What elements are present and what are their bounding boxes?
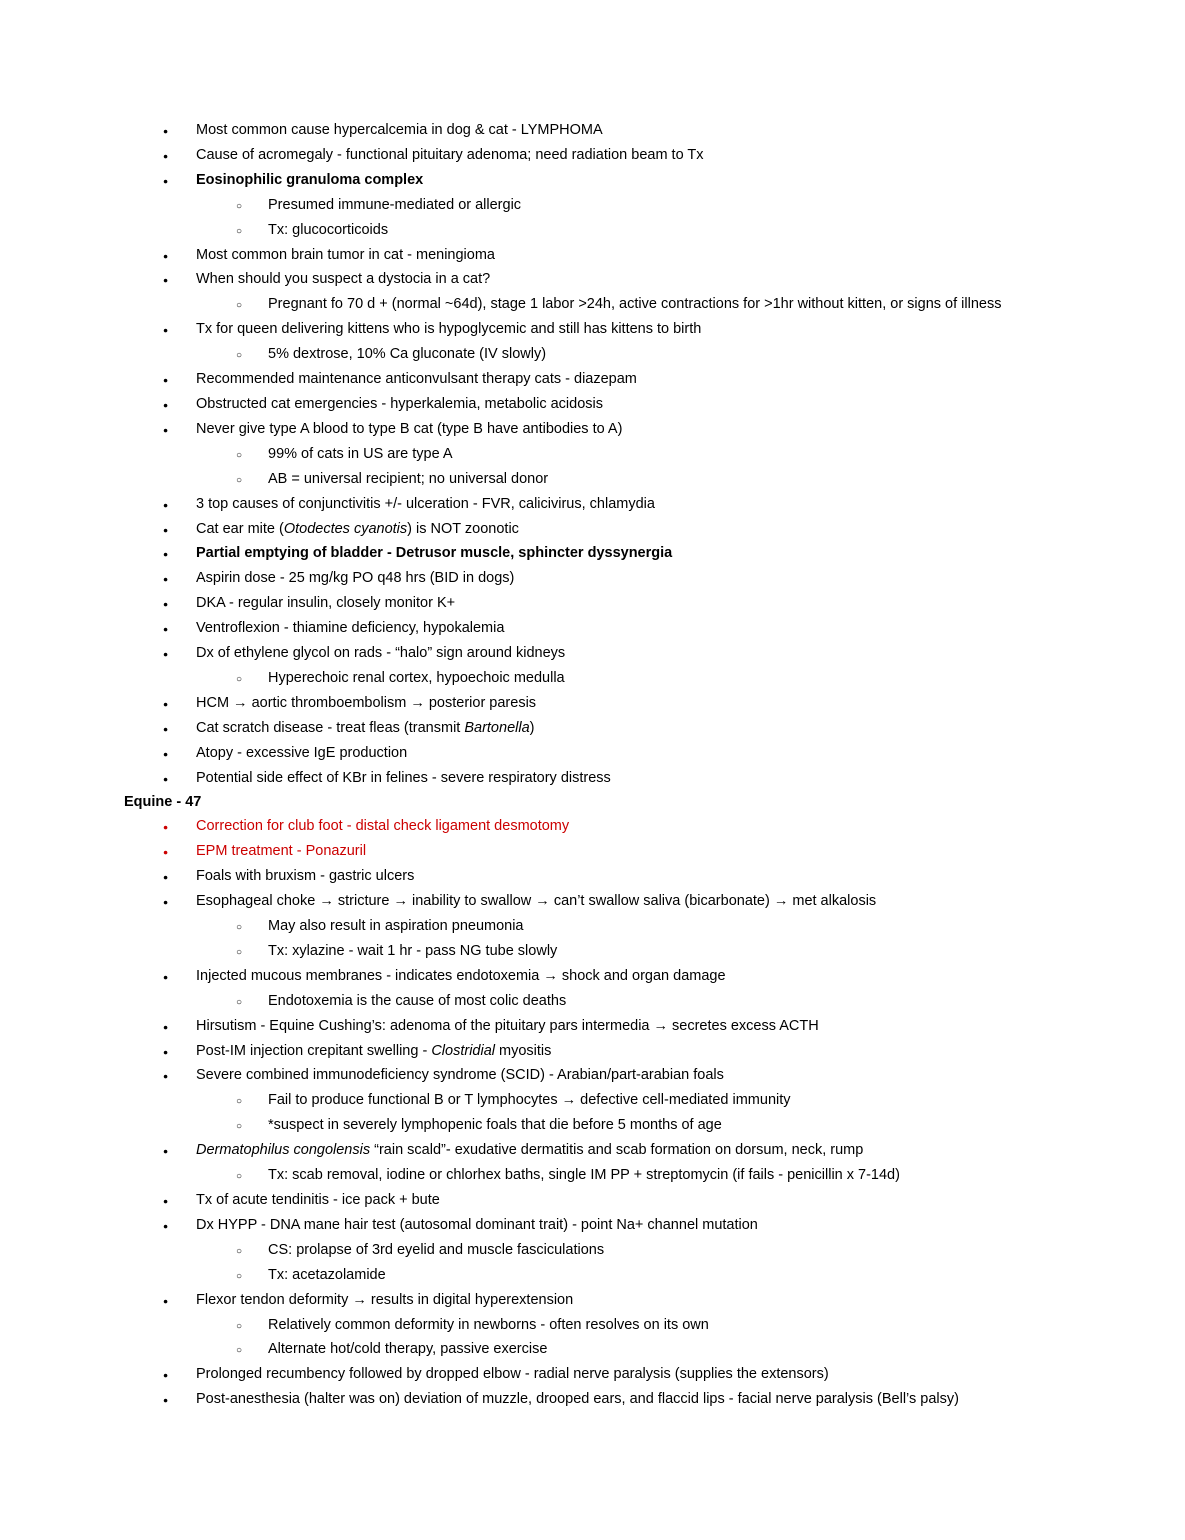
item-text [196,318,1078,342]
item-text [196,642,1078,666]
text-segment: 99% of cats in US are type A [268,445,453,462]
text-segment: Flexor tendon deformity → results in digital hyperextension [196,1291,574,1308]
item-text [196,1040,1078,1064]
item-text [268,1089,1078,1113]
text-segment: Never give type A blood to type B cat (type B have antibodies to A) [196,420,623,437]
bullet-disc-icon: ● [163,399,169,410]
item-text [196,1064,1078,1088]
bullet-disc-icon: ● [163,1295,169,1306]
text-segment: Dx of ethylene glycol on rads - “halo” sign around kidneys [196,645,566,662]
bullet-disc-icon: ● [163,1395,169,1406]
bullet-circle-icon: ○ [236,449,243,461]
bullet-disc-icon: ● [163,524,169,535]
list-item [124,1214,1078,1239]
item-text [196,1363,1078,1387]
item-text [196,144,1078,168]
bullet-circle-icon: ○ [236,225,243,237]
item-text [268,1114,1078,1138]
bullet-disc-icon: ● [163,574,169,585]
bullet-disc-icon: ● [163,375,169,386]
list-item [124,890,1078,915]
list-item [124,293,1078,318]
item-text [196,767,1078,791]
text-segment: Relatively common deformity in newborns - often resolves on its own [268,1316,709,1333]
document-body [124,119,1078,1413]
bullet-circle-icon: ○ [236,350,243,362]
bullet-disc-icon: ● [163,1071,169,1082]
list-item [124,1040,1078,1065]
list-item [124,268,1078,293]
item-text [268,915,1078,939]
text-segment: Bartonella [464,719,530,736]
list-item [124,692,1078,717]
bullet-disc-icon: ● [163,599,169,610]
bullet-disc-icon: ● [163,723,169,734]
text-segment: Tx: scab removal, iodine or chlorhex baths, single IM PP + streptomycin (if fails - penicillin x 7-14d) [268,1167,900,1184]
bullet-disc-icon: ● [163,822,169,833]
list-item [124,169,1078,194]
item-text [196,418,1078,442]
list-item [124,1114,1078,1139]
list-item [124,1089,1078,1114]
item-text [196,742,1078,766]
bullet-circle-icon: ○ [236,1245,243,1257]
text-segment: Fail to produce functional B or T lymphocytes → defective cell-mediated immunity [268,1092,791,1109]
bullet-circle-icon: ○ [236,1270,243,1282]
list-item [124,965,1078,990]
item-text [268,1338,1078,1362]
item-text [268,1164,1078,1188]
item-text [196,567,1078,591]
bullet-disc-icon: ● [163,748,169,759]
list-item [124,244,1078,269]
bullet-disc-icon: ● [163,1046,169,1057]
list-item [124,617,1078,642]
text-segment: Pregnant fo 70 d + (normal ~64d), stage 1 labor >24h, active contractions for >1hr without kitten, or signs of illness [268,296,1002,313]
item-text [196,840,1078,864]
bullet-disc-icon: ● [163,1220,169,1231]
list-item [124,1189,1078,1214]
list-item [124,840,1078,865]
item-text [196,617,1078,641]
text-segment: Recommended maintenance anticonvulsant therapy cats - diazepam [196,371,637,388]
text-segment: Correction for club foot - distal check ligament desmotomy [196,818,570,835]
list-item [124,518,1078,543]
bullet-disc-icon: ● [163,624,169,635]
bullet-disc-icon: ● [163,872,169,883]
bullet-disc-icon: ● [163,126,169,136]
list-item [124,1164,1078,1189]
text-segment: Severe combined immunodeficiency syndrome (SCID) - Arabian/part-arabian foals [196,1067,724,1084]
text-segment: Atopy - excessive IgE production [196,744,408,761]
text-segment: Esophageal choke → stricture → inability to swallow → can’t swallow saliva (bicarbonate) → met alkalosis [196,893,877,910]
text-segment: Cause of acromegaly - functional pituitary adenoma; need radiation beam to Tx [196,146,704,163]
item-text [268,194,1078,218]
item-text [196,368,1078,392]
list-item [124,318,1078,343]
text-segment: *suspect in severely lymphopenic foals that die before 5 months of age [268,1117,722,1134]
text-segment: HCM → aortic thromboembolism → posterior paresis [196,694,537,711]
text-segment: Equine - 47 [124,794,202,811]
item-text [196,244,1078,268]
text-segment: May also result in aspiration pneumonia [268,918,524,934]
bullet-circle-icon: ○ [236,673,243,685]
list-item [124,592,1078,617]
text-segment: Hirsutism - Equine Cushing’s: adenoma of the pituitary pars intermedia → secretes excess ACTH [196,1017,819,1034]
list-item [124,767,1078,792]
list-item [124,1264,1078,1289]
bullet-disc-icon: ● [163,175,169,186]
item-text [196,717,1078,741]
item-text [268,293,1078,317]
bullet-disc-icon: ● [163,1146,169,1157]
bullet-disc-icon: ● [163,971,169,982]
item-text [196,965,1078,989]
item-text [196,692,1078,716]
text-segment: “rain scald”- exudative dermatitis and scab formation on dorsum, neck, rump [370,1142,864,1159]
bullet-circle-icon: ○ [236,300,243,312]
bullet-disc-icon: ● [163,275,169,286]
list-item [124,667,1078,692]
list-item [124,1314,1078,1339]
bullet-circle-icon: ○ [236,996,243,1008]
bullet-circle-icon: ○ [236,1345,243,1357]
text-segment: AB = universal recipient; no universal donor [268,470,549,487]
text-segment: Dermatophilus congolensis [196,1142,371,1159]
text-segment: myositis [495,1042,552,1059]
item-text [268,990,1078,1014]
text-segment: Tx: acetazolamide [268,1266,386,1283]
item-text [268,667,1078,691]
text-segment: Presumed immune-mediated or allergic [268,196,522,213]
list-item [124,194,1078,219]
bullet-disc-icon: ● [163,499,169,510]
item-text [196,1139,1078,1163]
text-segment: 5% dextrose, 10% Ca gluconate (IV slowly) [268,346,547,363]
item-text [196,890,1078,914]
text-segment: Aspirin dose - 25 mg/kg PO q48 hrs (BID in dogs) [196,570,515,587]
item-text [196,1388,1078,1412]
bullet-circle-icon: ○ [236,946,243,958]
list-item [124,642,1078,667]
text-segment: Post-IM injection crepitant swelling - [196,1042,432,1059]
list-item [124,493,1078,518]
item-text [196,518,1078,542]
text-segment: 3 top causes of conjunctivitis +/- ulceration - FVR, calicivirus, chlamydia [196,495,655,512]
text-segment: Obstructed cat emergencies - hyperkalemia, metabolic acidosis [196,395,603,412]
bullet-disc-icon: ● [163,150,169,161]
item-text [268,1264,1078,1288]
bullet-disc-icon: ● [163,847,169,858]
item-text [268,468,1078,492]
text-segment: Alternate hot/cold therapy, passive exercise [268,1341,548,1358]
bullet-disc-icon: ● [163,325,169,336]
list-item [124,144,1078,169]
text-segment: Post-anesthesia (halter was on) deviation of muzzle, drooped ears, and flaccid lips - facial nerve paralysis (Bell’s palsy) [196,1391,959,1408]
text-segment: Eosinophilic granuloma complex [196,171,424,188]
bullet-disc-icon: ● [163,250,169,261]
text-segment: DKA - regular insulin, closely monitor K+ [196,595,456,612]
list-item [124,119,1078,144]
item-text [268,1239,1078,1263]
list-item [124,418,1078,443]
item-text [268,343,1078,367]
text-segment: Tx: xylazine - wait 1 hr - pass NG tube slowly [268,942,558,959]
bullet-circle-icon: ○ [236,1096,243,1108]
item-text [196,592,1078,616]
list-item [124,368,1078,393]
list-item [124,940,1078,965]
list-item [124,1363,1078,1388]
bullet-disc-icon: ● [163,1021,169,1032]
item-text [268,219,1078,243]
text-segment: Partial emptying of bladder - Detrusor muscle, sphincter dyssynergia [196,545,673,562]
list-item [124,567,1078,592]
text-segment: Foals with bruxism - gastric ulcers [196,868,415,885]
text-segment: When should you suspect a dystocia in a cat? [196,271,491,288]
list-item [124,1064,1078,1089]
bullet-disc-icon: ● [163,897,169,908]
list-item [124,1239,1078,1264]
bullet-circle-icon: ○ [236,474,243,486]
bullet-disc-icon: ● [163,549,169,560]
section-heading [124,791,1078,815]
item-text [196,1289,1078,1313]
text-segment: Ventroflexion - thiamine deficiency, hypokalemia [196,620,505,637]
bullet-disc-icon: ● [163,773,169,784]
list-item [124,815,1078,840]
bullet-disc-icon: ● [163,649,169,660]
list-item [124,990,1078,1015]
bullet-disc-icon: ● [163,1195,169,1206]
item-text [268,1314,1078,1338]
text-segment: Tx: glucocorticoids [268,221,389,238]
text-segment: Tx of acute tendinitis - ice pack + bute [196,1191,440,1208]
item-text [196,1189,1078,1213]
text-segment: Tx for queen delivering kittens who is hypoglycemic and still has kittens to birth [196,321,702,338]
text-segment: Injected mucous membranes - indicates endotoxemia → shock and organ damage [196,967,726,984]
text-segment: Potential side effect of KBr in felines - severe respiratory distress [196,769,611,786]
text-segment: EPM treatment - Ponazuril [196,843,367,860]
item-text [196,1214,1078,1238]
item-text [196,393,1078,417]
item-text [268,443,1078,467]
bullet-circle-icon: ○ [236,1121,243,1133]
bullet-circle-icon: ○ [236,200,243,212]
text-segment: Otodectes cyanotis [283,520,408,537]
list-item [124,219,1078,244]
text-segment: Clostridial [431,1042,495,1059]
item-text [196,865,1078,889]
item-text [196,815,1078,839]
list-item [124,393,1078,418]
list-item [124,717,1078,742]
item-text [196,169,1078,193]
bullet-disc-icon: ● [163,698,169,709]
item-text [196,542,1078,566]
item-text [196,1015,1078,1039]
list-item [124,443,1078,468]
bullet-circle-icon: ○ [236,1320,243,1332]
list-item [124,915,1078,940]
list-item [124,742,1078,767]
list-item [124,468,1078,493]
text-segment: Hyperechoic renal cortex, hypoechoic medulla [268,669,565,686]
text-segment: Cat scratch disease - treat fleas (transmit [196,719,465,736]
text-segment: CS: prolapse of 3rd eyelid and muscle fasciculations [268,1241,605,1258]
item-text [268,940,1078,964]
bullet-circle-icon: ○ [236,1171,243,1183]
list-item [124,1338,1078,1363]
item-text [124,791,1078,815]
text-segment: ) [529,719,535,736]
item-text [196,119,1078,143]
bullet-disc-icon: ● [163,1370,169,1381]
bullet-disc-icon: ● [163,424,169,435]
text-segment: Cat ear mite ( [196,520,284,537]
text-segment: ) is NOT zoonotic [407,520,519,537]
text-segment: Prolonged recumbency followed by dropped elbow - radial nerve paralysis (supplies the extensors) [196,1366,829,1383]
list-item [124,1289,1078,1314]
text-segment: Most common brain tumor in cat - meningioma [196,246,495,263]
text-segment: Dx HYPP - DNA mane hair test (autosomal dominant trait) - point Na+ channel mutation [196,1216,758,1233]
list-item [124,865,1078,890]
list-item [124,1388,1078,1413]
bullet-circle-icon: ○ [236,922,243,933]
list-item [124,343,1078,368]
list-item [124,1139,1078,1164]
item-text [196,493,1078,517]
text-segment: Most common cause hypercalcemia in dog & cat - LYMPHOMA [196,122,603,138]
list-item [124,542,1078,567]
list-item [124,1015,1078,1040]
text-segment: Endotoxemia is the cause of most colic deaths [268,992,567,1009]
item-text [196,268,1078,292]
